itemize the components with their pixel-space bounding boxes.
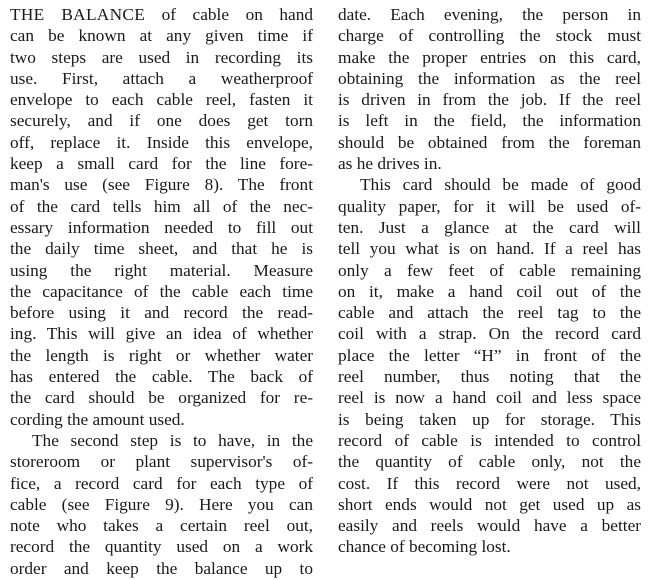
- text-line: fice, a record card for each type of: [10, 473, 313, 493]
- text-line: should be obtained from the foreman: [338, 132, 641, 152]
- paragraph-continuation: [338, 4, 641, 174]
- text-line: THE BALANCE of cable on hand: [10, 5, 313, 24]
- text-line: quality paper, for it will be used of-: [338, 196, 641, 216]
- paragraph-balance: [10, 4, 313, 430]
- left-column: [10, 4, 313, 579]
- text-line: make the proper entries on this card,: [338, 47, 641, 67]
- paragraph-second-step: [10, 430, 313, 579]
- text-line: reel is now a hand coil and less space: [338, 388, 641, 408]
- text-line: of the card tells him all of the nec-: [10, 196, 313, 216]
- text-line: is left in the field, the information: [338, 111, 641, 131]
- text-line: as he drives in.: [338, 154, 442, 174]
- text-line: using the right material. Measure: [10, 260, 313, 280]
- text-line: is driven in from the job. If the reel: [338, 90, 641, 110]
- text-line: man's use (see Figure 8). The front: [10, 175, 313, 195]
- text-line: before using it and record the read-: [10, 303, 313, 323]
- text-line: has entered the cable. The back of: [10, 367, 313, 387]
- text-line: cable and attach the reel tag to the: [338, 303, 641, 323]
- text-line: ten. Just a glance at the card will: [338, 217, 641, 237]
- text-line: obtaining the information as the reel: [338, 68, 641, 88]
- text-line: can be known at any given time if: [10, 26, 313, 46]
- text-line: chance of becoming lost.: [338, 537, 511, 557]
- text-line: only a few feet of cable remaining: [338, 260, 641, 280]
- text-line: coil with a strap. On the record card: [338, 324, 641, 344]
- text-line: use. First, attach a weatherproof: [10, 68, 313, 88]
- text-line: on it, make a hand coil out of the: [338, 281, 641, 301]
- text-line: This card should be made of good: [360, 175, 641, 195]
- text-line: the daily time sheet, and that he is: [10, 239, 313, 259]
- text-line: easily and reels would have a better: [338, 516, 641, 536]
- right-column: [338, 4, 641, 558]
- text-line: the card should be organized for re-: [10, 388, 313, 408]
- text-line: record the quantity used on a work: [10, 537, 313, 557]
- text-line: charge of controlling the stock must: [338, 26, 641, 46]
- text-line: place the letter “H” in front of the: [338, 345, 641, 365]
- text-line: tell you what is on hand. If a reel has: [338, 239, 641, 259]
- text-line: securely, and if one does get torn: [10, 111, 313, 131]
- text-line: The second step is to have, in the: [32, 430, 313, 450]
- text-line: record of cable is intended to control: [338, 430, 641, 450]
- text-line: reel number, thus noting that the: [338, 367, 641, 387]
- text-line: storeroom or plant supervisor's of-: [10, 452, 313, 472]
- text-line: the length is right or whether water: [10, 345, 313, 365]
- text-line: cording the amount used.: [10, 409, 185, 429]
- text-line: the capacitance of the cable each time: [10, 281, 313, 301]
- text-line: note who takes a certain reel out,: [10, 516, 313, 536]
- text-line: ing. This will give an idea of whether: [10, 324, 313, 344]
- text-line: short ends would not get used up as: [338, 494, 641, 514]
- text-line: keep a small card for the line fore-: [10, 154, 313, 174]
- text-line: cable (see Figure 9). Here you can: [10, 494, 313, 514]
- lead-in: THE BALANCE: [10, 5, 146, 24]
- text-line: date. Each evening, the person in: [338, 5, 641, 24]
- text-line: two steps are used in recording its: [10, 47, 313, 67]
- text-line: the quantity of cable only, not the: [338, 452, 641, 472]
- paragraph-card-quality: [338, 174, 641, 557]
- text-line: essary information needed to fill out: [10, 217, 313, 237]
- text-line: envelope to each cable reel, fasten it: [10, 90, 313, 110]
- text-line: is being taken up for storage. This: [338, 409, 641, 429]
- text-line: cost. If this record were not used,: [338, 473, 641, 493]
- text-line: off, replace it. Inside this envelope,: [10, 132, 313, 152]
- text-line: order and keep the balance up to: [10, 558, 313, 578]
